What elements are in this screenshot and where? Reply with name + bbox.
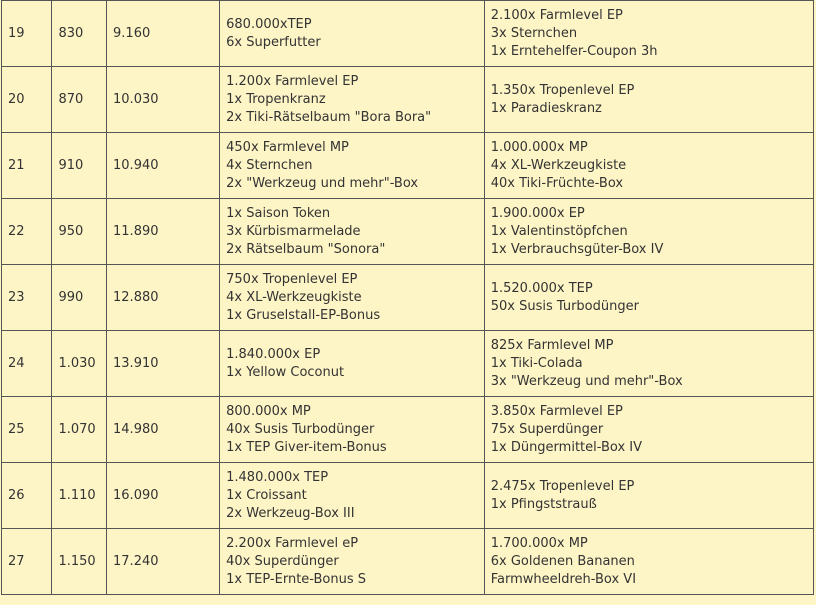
value-cell: 14.980 — [107, 397, 220, 463]
reward-line: 2.200x Farmlevel eP — [226, 535, 359, 551]
reward-line: 40x Tiki-Früchte-Box — [490, 175, 624, 191]
reward-line: 2.100x Farmlevel EP — [490, 7, 623, 23]
level-cell: 27 — [2, 529, 52, 595]
rewards-table-body — [2, 1, 814, 595]
value-cell: 13.910 — [107, 331, 220, 397]
reward-cell — [220, 397, 485, 463]
reward-cell — [220, 331, 485, 397]
reward-line: 4x XL-Werkzeugkiste — [490, 157, 627, 173]
reward-line: 1x Gruselstall-EP-Bonus — [226, 307, 381, 323]
level-cell: 21 — [2, 133, 52, 199]
reward-line: 50x Susis Turbodünger — [490, 298, 639, 314]
reward-line: 2x Werkzeug-Box III — [226, 505, 355, 521]
reward-cell — [484, 67, 813, 133]
reward-line: 40x Susis Turbodünger — [226, 421, 375, 437]
reward-line: 1x Saison Token — [226, 205, 331, 221]
reward-line: 1x Tropenkranz — [226, 91, 326, 107]
reward-line: 3.850x Farmlevel EP — [490, 403, 623, 419]
reward-line: 4x Sternchen — [226, 157, 313, 173]
reward-line: 2x "Werkzeug und mehr"-Box — [226, 175, 419, 191]
level-cell: 25 — [2, 397, 52, 463]
reward-line: 1.900.000x EP — [490, 205, 585, 221]
reward-line: 1x Yellow Coconut — [226, 364, 345, 380]
table-row — [2, 529, 814, 595]
reward-line: 825x Farmlevel MP — [490, 337, 614, 353]
value-cell: 870 — [52, 67, 107, 133]
value-cell: 1.150 — [52, 529, 107, 595]
reward-line: 6x Superfutter — [226, 34, 321, 50]
reward-cell — [484, 463, 813, 529]
reward-line: 75x Superdünger — [490, 421, 604, 437]
reward-line: 2x Tiki-Rätselbaum "Bora Bora" — [226, 109, 432, 125]
level-cell: 24 — [2, 331, 52, 397]
reward-line: 800.000x MP — [226, 403, 311, 419]
reward-line: 680.000xTEP — [226, 16, 312, 32]
reward-line: 1.520.000x TEP — [490, 280, 593, 296]
level-cell: 19 — [2, 1, 52, 67]
value-cell: 990 — [52, 265, 107, 331]
reward-line: 1x Erntehelfer-Coupon 3h — [490, 43, 658, 59]
reward-line: 1x Paradieskranz — [490, 100, 602, 116]
reward-line: 1x TEP Giver-item-Bonus — [226, 439, 387, 455]
value-cell: 12.880 — [107, 265, 220, 331]
level-cell: 20 — [2, 67, 52, 133]
table-row — [2, 265, 814, 331]
level-cell: 26 — [2, 463, 52, 529]
value-cell: 910 — [52, 133, 107, 199]
value-cell: 11.890 — [107, 199, 220, 265]
level-cell: 22 — [2, 199, 52, 265]
value-cell: 1.070 — [52, 397, 107, 463]
reward-line: 1.480.000x TEP — [226, 469, 329, 485]
value-cell: 1.110 — [52, 463, 107, 529]
rewards-table — [1, 0, 814, 595]
reward-line: 1x Valentinstöpfchen — [490, 223, 628, 239]
table-row — [2, 133, 814, 199]
reward-line: 3x Kürbismarmelade — [226, 223, 361, 239]
value-cell: 950 — [52, 199, 107, 265]
reward-line: 1x Pfingststrauß — [490, 496, 597, 512]
reward-line: 3x "Werkzeug und mehr"-Box — [490, 373, 683, 389]
reward-cell — [484, 1, 813, 67]
reward-line: 750x Tropenlevel EP — [226, 271, 358, 287]
reward-line: 1.000.000x MP — [490, 139, 588, 155]
table-row — [2, 397, 814, 463]
reward-line: 1x Verbrauchsgüter-Box IV — [490, 241, 664, 257]
reward-line: 4x XL-Werkzeugkiste — [226, 289, 362, 305]
reward-cell — [220, 199, 485, 265]
level-cell: 23 — [2, 265, 52, 331]
reward-line: 1.200x Farmlevel EP — [226, 73, 359, 89]
table-row — [2, 199, 814, 265]
reward-cell — [220, 463, 485, 529]
reward-cell — [220, 265, 485, 331]
value-cell: 830 — [52, 1, 107, 67]
value-cell: 1.030 — [52, 331, 107, 397]
table-row — [2, 67, 814, 133]
reward-line: 3x Sternchen — [490, 25, 578, 41]
reward-line: 1x TEP-Ernte-Bonus S — [226, 571, 367, 587]
reward-cell — [220, 67, 485, 133]
table-row — [2, 463, 814, 529]
reward-cell — [220, 529, 485, 595]
reward-line: 450x Farmlevel MP — [226, 139, 349, 155]
reward-line: 6x Goldenen Bananen — [490, 553, 635, 569]
value-cell: 10.030 — [107, 67, 220, 133]
reward-line: 40x Superdünger — [226, 553, 339, 569]
table-row — [2, 1, 814, 67]
value-cell: 9.160 — [107, 1, 220, 67]
reward-cell — [484, 529, 813, 595]
reward-cell — [484, 199, 813, 265]
reward-cell — [220, 133, 485, 199]
reward-cell — [484, 133, 813, 199]
reward-line: 1x Düngermittel-Box IV — [490, 439, 643, 455]
table-row — [2, 331, 814, 397]
reward-cell — [220, 1, 485, 67]
reward-line: 1.840.000x EP — [226, 346, 321, 362]
reward-cell — [484, 397, 813, 463]
reward-line: 1.350x Tropenlevel EP — [490, 82, 635, 98]
reward-cell — [484, 331, 813, 397]
reward-line: 2x Rätselbaum "Sonora" — [226, 241, 386, 257]
reward-line: 2.475x Tropenlevel EP — [490, 478, 635, 494]
value-cell: 16.090 — [107, 463, 220, 529]
reward-line: 1x Tiki-Colada — [490, 355, 583, 371]
reward-line: 1.700.000x MP — [490, 535, 588, 551]
reward-line: Farmwheeldreh-Box VI — [490, 571, 637, 587]
value-cell: 10.940 — [107, 133, 220, 199]
value-cell: 17.240 — [107, 529, 220, 595]
reward-cell — [484, 265, 813, 331]
reward-line: 1x Croissant — [226, 487, 307, 503]
